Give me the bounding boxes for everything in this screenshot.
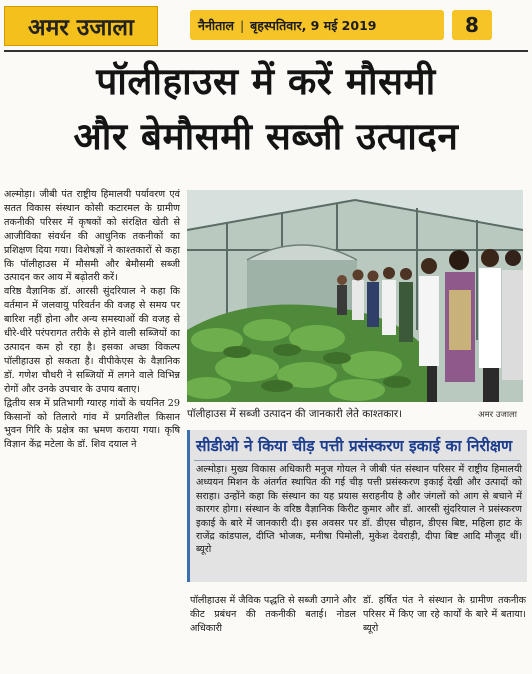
newspaper-logo	[4, 6, 158, 46]
sidebox-headline: सीडीओ ने किया चीड़ पत्ती प्रसंस्करण इकाई का निरीक्षण	[196, 437, 513, 455]
page-number: 8	[452, 10, 492, 40]
edition-city: नैनीताल	[198, 17, 234, 33]
edition-date: बृहस्पतिवार, 9 मई 2019	[250, 17, 377, 33]
page-headline	[0, 54, 532, 164]
sidebar-news-box	[187, 430, 527, 582]
article-paragraph: अल्मोड़ा। जीबी पंत राष्ट्रीय हिमालयी पर्यावरण एवं सतत विकास संस्थान कोसी कटारमल के ग्रामीण तकनीकी परिसर में कृषकों को संरक्षित खेती से आजीविका संवर्धन की आधुनिक तकनीकों का प्रशिक्षण दिया गया। विशेषज्ञों ने काश्तकारों से कहा कि पॉलीहाउस में मौसमी और बेमौसमी सब्जी उत्पादन कर आय में बढ़ोतरी करें।	[4, 189, 180, 284]
dateline-separator: |	[239, 17, 245, 33]
logo-text: अमर उजाला	[28, 15, 134, 41]
polyhouse-photo	[187, 190, 523, 402]
sidebox-rule	[194, 460, 520, 461]
masthead-rule	[4, 50, 528, 52]
photo-caption	[187, 403, 523, 425]
sidebox-body: अल्मोड़ा। मुख्य विकास अधिकारी मनुज गोयल ने जीबी पंत संस्थान परिसर में राष्ट्रीय हिमालयी अध्ययन मिशन के अंतर्गत स्थापित की गई चीड़ पत्ती प्रसंस्करण इकाई देखी और उत्पादों को सराहा। उन्होंने कहा कि संस्थान का यह प्रयास सराहनीय है और जंगलों को आग से बचाने में कारगर होगा। संस्थान के वरिष्ठ वैज्ञानिक किरीट कुमार और डॉ. आरसी सुंदरियाल ने प्रसंस्करण इकाई के बारे में जानकारी दी। इस अवसर पर डॉ. डीएस चौहान, डीएस बिष्ट, महिला हाट के राजेंद्र कांडपाल, दीप्ति भोजक, मनीषा पिमोली, मुकेश देवराड़ी, दीपा बिष्ट आदि मौजूद थीं। ब्यूरो	[196, 464, 522, 556]
article-column	[4, 188, 180, 452]
caption-text: पॉलीहाउस में सब्जी उत्पादन की जानकारी लेते काश्तकार।	[187, 408, 403, 420]
article-paragraph: वरिष्ठ वैज्ञानिक डॉ. आरसी सुंदरियाल ने कहा कि वर्तमान में जलवायु परिवर्तन की वजह से समय पर बारिश नहीं होना और अन्य समस्याओं की वजह से धीरे-धीरे परंपरागत तरीके से होने वाली सब्जियों का उत्पादन कम हो रहा है। इसका अच्छा विकल्प पॉलीहाउस हो सकता है। वीपीकेएस के वैज्ञानिक डॉ. गणेश चौधरी ने सब्जियों में लगने वाले विभिन्न रोगों और उनके उपचार के उपाय बताए।	[4, 286, 180, 395]
dateline	[190, 10, 444, 40]
masthead	[0, 0, 532, 50]
headline-line-1: पॉलीहाउस में करें मौसमी	[96, 60, 436, 103]
headline-line-2: और बेमौसमी सब्जी उत्पादन	[73, 115, 459, 158]
article-paragraph: द्वितीय सत्र में प्रतिभागी ग्यारह गांवों के चयनित 29 किसानों को तिलारो गांव में प्रगतिशील किसान भुवन गिरि के प्रक्षेत्र का भ्रमण कराया गया। कृषि विज्ञान केंद्र मटेला के डॉ. शिव दयाल ने	[4, 397, 180, 451]
article-continuation-1: पॉलीहाउस में जैविक पद्धति से सब्जी उगाने और कीट प्रबंधन की तकनीकी बताई। नोडल अधिकारी	[190, 595, 356, 634]
photo-credit: अमर उजाला	[478, 409, 517, 420]
article-continuation-2: डॉ. हर्षित पंत ने संस्थान के ग्रामीण तकनीक परिसर में किए जा रहे कार्यों के बारे में बताया।ब्यूरो	[363, 595, 526, 634]
